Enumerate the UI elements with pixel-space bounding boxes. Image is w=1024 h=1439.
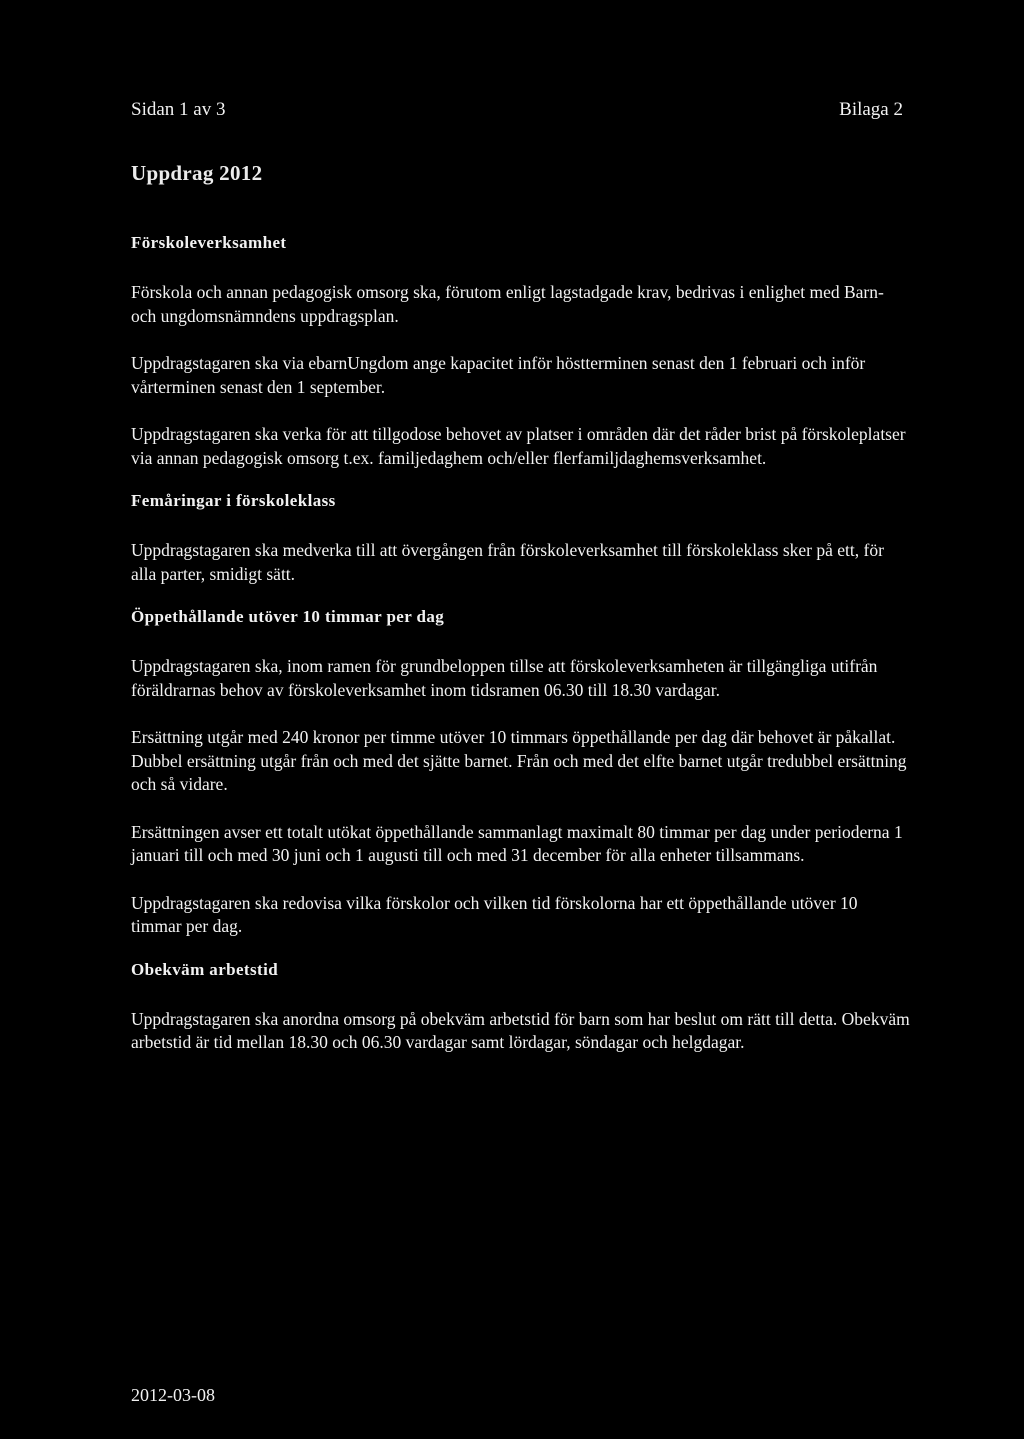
paragraph: Ersättning utgår med 240 kronor per timme utöver 10 timmars öppethållande per dag där behovet är påkallat. Dubbel ersättning utgår från och med det sjätte barnet. Från och med det elfte barnet utgår tredubbel ersättning och så vidare. [131, 727, 907, 794]
section-forskoleverksamhet [131, 232, 911, 470]
section-heading: Förskoleverksamhet [131, 233, 287, 252]
footer-date: 2012-03-08 [131, 1385, 215, 1405]
section-oppethallande [131, 606, 911, 939]
paragraph: Förskola och annan pedagogisk omsorg ska, förutom enligt lagstadgade krav, bedrivas i enlighet med Barn- och ungdomsnämndens uppdragsplan. [131, 282, 884, 326]
paragraph: Uppdragstagaren ska via ebarnUngdom ange kapacitet inför höstterminen senast den 1 februari och inför vårterminen senast den 1 september. [131, 353, 866, 397]
section-femaringar [131, 490, 911, 586]
paragraph: Uppdragstagaren ska anordna omsorg på obekväm arbetstid för barn som har beslut om rätt till detta. Obekväm arbetstid är tid mellan 18.30 och 06.30 vardagar samt lördagar, söndagar och helgdagar. [131, 1008, 910, 1052]
page-number-label: Sidan 1 av 3 [131, 99, 226, 120]
section-obekvam-arbetstid [131, 959, 911, 1055]
document-body [131, 232, 911, 1079]
paragraph: Uppdragstagaren ska redovisa vilka förskolor och vilken tid förskolorna har ett öppethållande utöver 10 timmar per dag. [131, 892, 858, 936]
paragraph: Ersättningen avser ett totalt utökat öppethållande sammanlagt maximalt 80 timmar per dag under perioderna 1 januari till och med 30 juni och 1 augusti till och med 31 december för alla enheter tillsammans. [131, 821, 903, 865]
section-heading: Femåringar i förskoleklass [131, 491, 336, 510]
page-header [131, 97, 903, 123]
section-heading: Obekväm arbetstid [131, 959, 279, 979]
paragraph: Uppdragstagaren ska verka för att tillgodose behovet av platser i områden där det råder brist på förskoleplatser via annan pedagogisk omsorg t.ex. familjedaghem och/eller flerfamiljdaghemsverksamhet. [131, 424, 906, 468]
paragraph: Uppdragstagaren ska medverka till att övergången från förskoleverksamhet till förskoleklass sker på ett, för alla parter, smidigt sätt. [131, 540, 884, 584]
document-title: Uppdrag 2012 [131, 161, 263, 185]
section-heading: Öppethållande utöver 10 timmar per dag [131, 607, 445, 626]
paragraph: Uppdragstagaren ska, inom ramen för grundbeloppen tillse att förskoleverksamheten är tillgängliga utifrån föräldrarnas behov av förskoleverksamhet inom tidsramen 06.30 till 18.30 vardagar. [131, 656, 878, 700]
attachment-label: Bilaga 2 [839, 99, 903, 120]
